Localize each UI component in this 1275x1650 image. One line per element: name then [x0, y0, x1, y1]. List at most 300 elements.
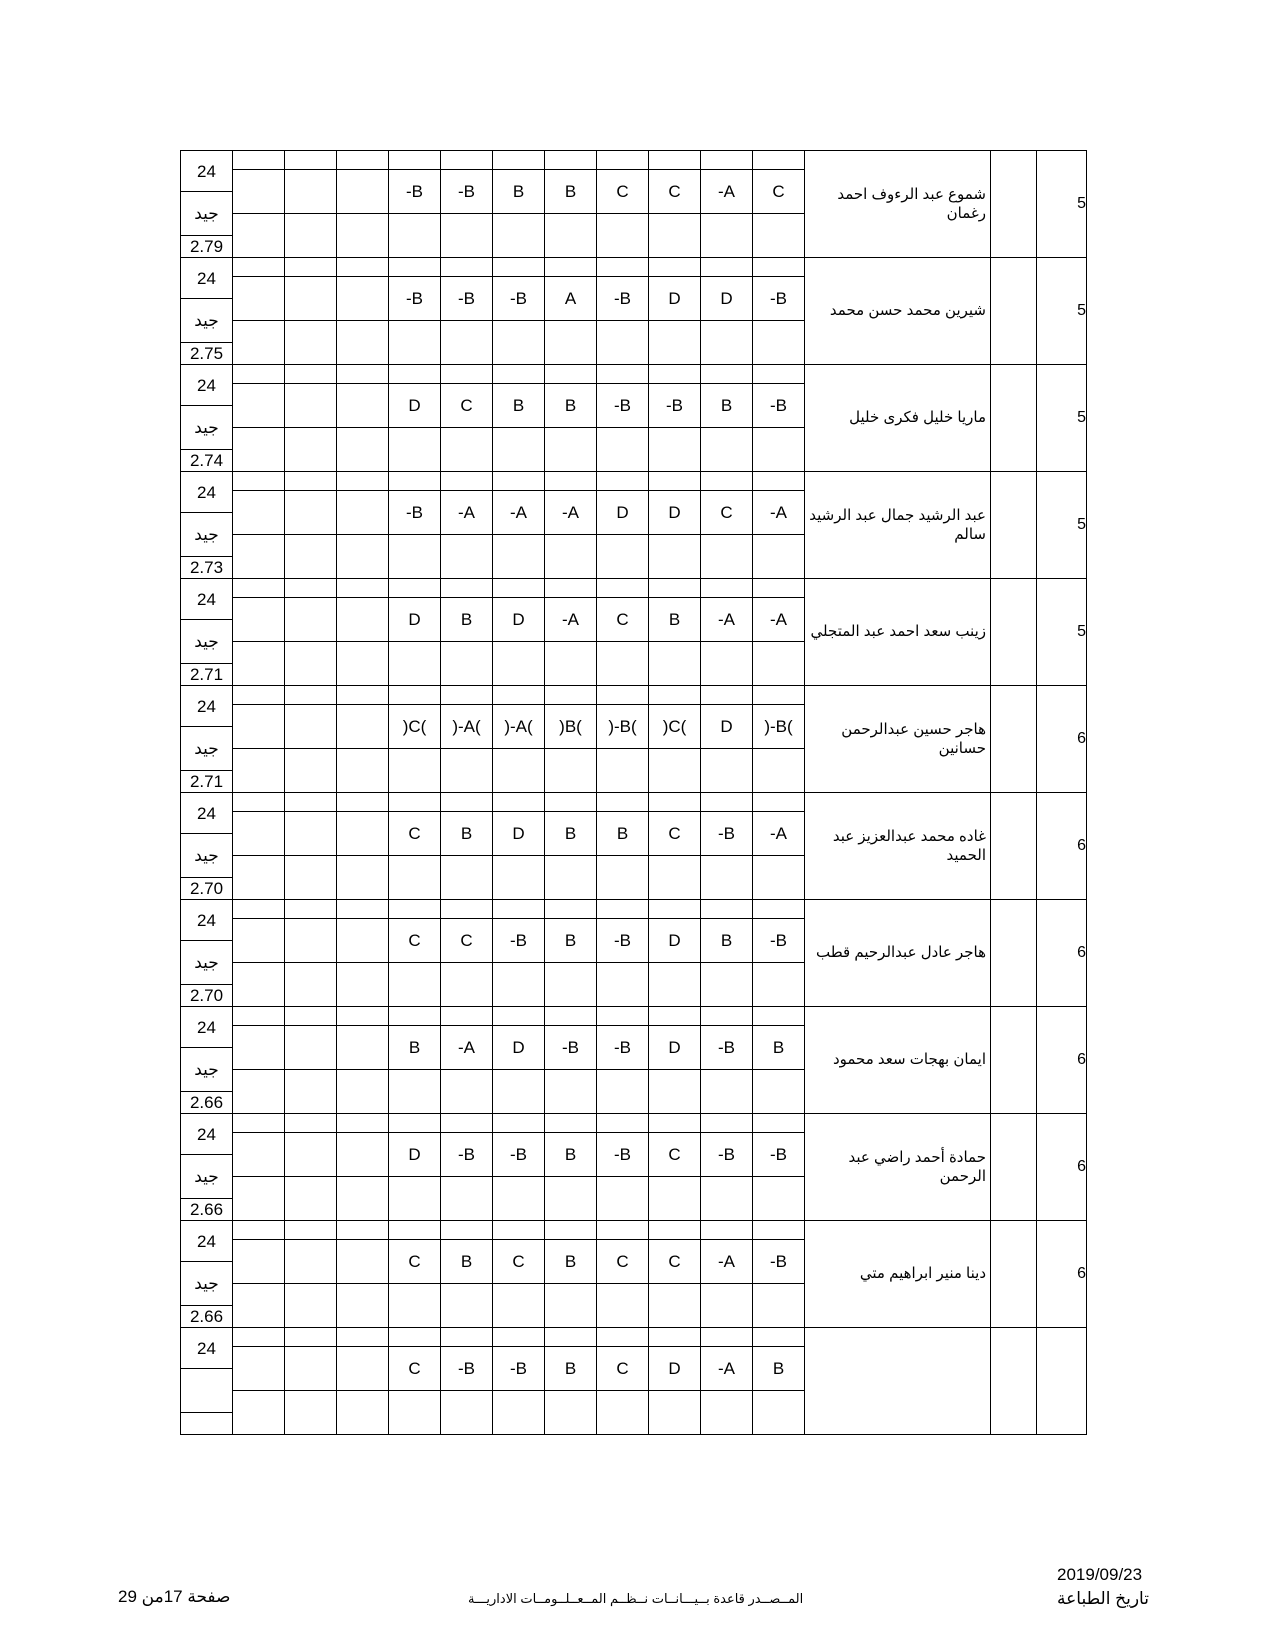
empty-cell — [753, 258, 805, 277]
empty-cell — [441, 321, 493, 365]
empty-cell — [753, 1221, 805, 1240]
empty-cell — [701, 321, 753, 365]
empty-cell — [649, 1114, 701, 1133]
empty-cell — [285, 749, 337, 793]
empty-cell — [545, 900, 597, 919]
empty-cell — [649, 258, 701, 277]
empty-cell — [753, 749, 805, 793]
empty-cell — [285, 686, 337, 705]
empty-cell — [753, 963, 805, 1007]
empty-cell — [337, 321, 389, 365]
empty-cell — [233, 1177, 285, 1221]
empty-cell — [753, 535, 805, 579]
grade-cell: -A — [441, 491, 493, 535]
empty-cell — [285, 365, 337, 384]
rating-cell: جيد — [181, 834, 233, 878]
empty-cell — [233, 491, 285, 535]
empty-cell — [649, 749, 701, 793]
empty-cell — [389, 1114, 441, 1133]
grade-cell: -B — [441, 170, 493, 214]
empty-cell — [337, 170, 389, 214]
grade-cell: D — [649, 919, 701, 963]
grade-cell: -B — [701, 1026, 753, 1070]
empty-cell — [545, 856, 597, 900]
grade-cell: B — [389, 1026, 441, 1070]
empty-cell — [233, 686, 285, 705]
empty-cell — [285, 1133, 337, 1177]
rating-cell: جيد — [181, 620, 233, 664]
empty-cell — [233, 321, 285, 365]
score-cell: 24 — [181, 1328, 233, 1369]
empty-cell — [285, 491, 337, 535]
empty-cell — [545, 321, 597, 365]
empty-cell — [337, 749, 389, 793]
empty-cell — [991, 472, 1037, 579]
grade-cell: D — [389, 1133, 441, 1177]
empty-cell — [649, 579, 701, 598]
student-name: شيرين محمد حسن محمد — [805, 258, 991, 365]
grade-cell: C — [649, 812, 701, 856]
empty-cell — [285, 170, 337, 214]
empty-cell — [493, 1070, 545, 1114]
empty-cell — [493, 856, 545, 900]
sequence-number: 6 — [1037, 900, 1087, 1007]
table-row — [181, 793, 1087, 812]
grade-cell: -B — [441, 1133, 493, 1177]
empty-cell — [493, 1221, 545, 1240]
student-name: عبد الرشيد جمال عبد الرشيد سالم — [805, 472, 991, 579]
empty-cell — [337, 642, 389, 686]
grade-cell: -B — [545, 1026, 597, 1070]
empty-cell — [991, 1221, 1037, 1328]
grade-cell: B — [753, 1347, 805, 1391]
rating-cell: جيد — [181, 299, 233, 343]
empty-cell — [545, 642, 597, 686]
empty-cell — [701, 1328, 753, 1347]
empty-cell — [545, 214, 597, 258]
grade-cell: D — [493, 1026, 545, 1070]
empty-cell — [493, 1284, 545, 1328]
empty-cell — [285, 1240, 337, 1284]
empty-cell — [493, 321, 545, 365]
empty-cell — [441, 258, 493, 277]
grade-cell: -B — [493, 919, 545, 963]
empty-cell — [753, 793, 805, 812]
table-row — [181, 1114, 1087, 1133]
empty-cell — [597, 579, 649, 598]
empty-cell — [701, 1114, 753, 1133]
rating-cell: جيد — [181, 513, 233, 557]
empty-cell — [753, 321, 805, 365]
empty-cell — [545, 749, 597, 793]
grade-cell: C — [389, 1240, 441, 1284]
empty-cell — [285, 812, 337, 856]
empty-cell — [389, 856, 441, 900]
grade-cell: -B — [597, 384, 649, 428]
empty-cell — [991, 365, 1037, 472]
grade-cell: )-A( — [441, 705, 493, 749]
empty-cell — [233, 812, 285, 856]
grade-cell: B — [753, 1026, 805, 1070]
empty-cell — [493, 1391, 545, 1435]
empty-cell — [701, 472, 753, 491]
grade-cell: C — [753, 170, 805, 214]
empty-cell — [233, 214, 285, 258]
gpa-cell: 2.74 — [181, 450, 233, 472]
empty-cell — [701, 900, 753, 919]
empty-cell — [389, 579, 441, 598]
empty-cell — [753, 1007, 805, 1026]
grade-cell: -B — [493, 1133, 545, 1177]
grade-cell: D — [597, 491, 649, 535]
grade-cell: B — [493, 170, 545, 214]
empty-cell — [701, 686, 753, 705]
empty-cell — [337, 793, 389, 812]
empty-cell — [649, 1391, 701, 1435]
sequence-number: 6 — [1037, 686, 1087, 793]
empty-cell — [233, 535, 285, 579]
empty-cell — [285, 277, 337, 321]
empty-cell — [701, 535, 753, 579]
empty-cell — [337, 1240, 389, 1284]
empty-cell — [753, 428, 805, 472]
empty-cell — [389, 1177, 441, 1221]
grade-cell: B — [701, 384, 753, 428]
rating-cell: جيد — [181, 406, 233, 450]
empty-cell — [233, 365, 285, 384]
empty-cell — [753, 1177, 805, 1221]
student-name: زينب سعد احمد عبد المتجلي — [805, 579, 991, 686]
grade-cell: B — [545, 1240, 597, 1284]
empty-cell — [285, 598, 337, 642]
print-date-label: تاريخ الطباعة — [1057, 1589, 1149, 1608]
grade-cell: )C( — [389, 705, 441, 749]
empty-cell — [545, 1070, 597, 1114]
empty-cell — [545, 1007, 597, 1026]
grade-cell: B — [649, 598, 701, 642]
empty-cell — [649, 793, 701, 812]
table-row — [181, 1007, 1087, 1026]
empty-cell — [441, 1391, 493, 1435]
empty-cell — [493, 535, 545, 579]
empty-cell — [389, 214, 441, 258]
grade-cell: C — [701, 491, 753, 535]
grade-cell: B — [545, 1347, 597, 1391]
grade-cell: B — [545, 812, 597, 856]
empty-cell — [493, 579, 545, 598]
grade-cell: C — [389, 919, 441, 963]
empty-cell — [233, 384, 285, 428]
empty-cell — [701, 793, 753, 812]
empty-cell — [285, 428, 337, 472]
grade-cell: D — [649, 1347, 701, 1391]
grade-cell: -B — [753, 277, 805, 321]
empty-cell — [285, 1026, 337, 1070]
grade-cell: )-A( — [493, 705, 545, 749]
empty-cell — [545, 1284, 597, 1328]
sequence-number: 5 — [1037, 365, 1087, 472]
empty-cell — [285, 1114, 337, 1133]
empty-cell — [337, 1284, 389, 1328]
empty-cell — [649, 151, 701, 170]
empty-cell — [701, 749, 753, 793]
sequence-number: 6 — [1037, 1114, 1087, 1221]
empty-cell — [285, 705, 337, 749]
empty-cell — [991, 1114, 1037, 1221]
empty-cell — [389, 963, 441, 1007]
grade-cell: -B — [441, 1347, 493, 1391]
empty-cell — [233, 642, 285, 686]
empty-cell — [441, 472, 493, 491]
empty-cell — [337, 1347, 389, 1391]
rating-cell: جيد — [181, 192, 233, 236]
empty-cell — [597, 214, 649, 258]
score-cell: 24 — [181, 1114, 233, 1155]
grade-cell: C — [649, 1240, 701, 1284]
empty-cell — [233, 1133, 285, 1177]
grade-cell: D — [649, 1026, 701, 1070]
empty-cell — [597, 1391, 649, 1435]
empty-cell — [493, 1007, 545, 1026]
grade-cell: )-B( — [753, 705, 805, 749]
gpa-cell: 2.70 — [181, 985, 233, 1007]
empty-cell — [597, 856, 649, 900]
empty-cell — [649, 535, 701, 579]
empty-cell — [337, 1070, 389, 1114]
rating-cell — [181, 1369, 233, 1413]
empty-cell — [337, 579, 389, 598]
grade-cell: C — [597, 1347, 649, 1391]
empty-cell — [389, 1328, 441, 1347]
empty-cell — [753, 579, 805, 598]
empty-cell — [597, 1070, 649, 1114]
empty-cell — [233, 705, 285, 749]
table-row — [181, 900, 1087, 919]
empty-cell — [389, 642, 441, 686]
empty-cell — [753, 1328, 805, 1347]
empty-cell — [701, 642, 753, 686]
empty-cell — [545, 1114, 597, 1133]
empty-cell — [337, 491, 389, 535]
score-cell: 24 — [181, 900, 233, 941]
empty-cell — [753, 856, 805, 900]
empty-cell — [285, 151, 337, 170]
empty-cell — [285, 900, 337, 919]
empty-cell — [753, 214, 805, 258]
gpa-cell — [181, 1413, 233, 1435]
grade-cell: -B — [389, 491, 441, 535]
empty-cell — [441, 1284, 493, 1328]
empty-cell — [753, 1284, 805, 1328]
grade-cell: D — [701, 705, 753, 749]
empty-cell — [233, 258, 285, 277]
empty-cell — [441, 963, 493, 1007]
empty-cell — [991, 900, 1037, 1007]
empty-cell — [701, 856, 753, 900]
empty-cell — [441, 1114, 493, 1133]
grade-cell: B — [545, 384, 597, 428]
empty-cell — [441, 793, 493, 812]
empty-cell — [441, 749, 493, 793]
empty-cell — [493, 749, 545, 793]
empty-cell — [545, 535, 597, 579]
empty-cell — [389, 151, 441, 170]
empty-cell — [753, 1391, 805, 1435]
student-name: هاجر عادل عبدالرحيم قطب — [805, 900, 991, 1007]
empty-cell — [991, 686, 1037, 793]
grade-cell: C — [597, 170, 649, 214]
grade-cell: -A — [701, 1347, 753, 1391]
grade-cell: -B — [753, 1240, 805, 1284]
empty-cell — [285, 472, 337, 491]
grade-cell: B — [545, 170, 597, 214]
empty-cell — [389, 428, 441, 472]
gpa-cell: 2.75 — [181, 343, 233, 365]
empty-cell — [233, 919, 285, 963]
gpa-cell: 2.70 — [181, 878, 233, 900]
empty-cell — [493, 151, 545, 170]
empty-cell — [493, 900, 545, 919]
empty-cell — [649, 963, 701, 1007]
grade-cell: -A — [701, 598, 753, 642]
empty-cell — [545, 151, 597, 170]
empty-cell — [441, 535, 493, 579]
empty-cell — [337, 151, 389, 170]
empty-cell — [545, 1177, 597, 1221]
empty-cell — [285, 535, 337, 579]
empty-cell — [233, 900, 285, 919]
sequence-number: 6 — [1037, 1221, 1087, 1328]
grade-cell: )B( — [545, 705, 597, 749]
grade-cell: -B — [701, 1133, 753, 1177]
rating-cell: جيد — [181, 941, 233, 985]
table-row — [181, 686, 1087, 705]
grade-cell: -B — [597, 277, 649, 321]
grade-cell: -A — [545, 598, 597, 642]
grade-cell: -B — [389, 277, 441, 321]
empty-cell — [597, 749, 649, 793]
empty-cell — [285, 1284, 337, 1328]
empty-cell — [701, 258, 753, 277]
empty-cell — [233, 963, 285, 1007]
empty-cell — [701, 1391, 753, 1435]
empty-cell — [753, 365, 805, 384]
empty-cell — [337, 535, 389, 579]
grade-cell: D — [493, 812, 545, 856]
empty-cell — [441, 1007, 493, 1026]
empty-cell — [233, 1347, 285, 1391]
empty-cell — [701, 963, 753, 1007]
grade-cell: B — [597, 812, 649, 856]
empty-cell — [233, 1391, 285, 1435]
grade-cell: )-B( — [597, 705, 649, 749]
empty-cell — [285, 321, 337, 365]
sequence-number: 6 — [1037, 1007, 1087, 1114]
grade-cell: -A — [753, 812, 805, 856]
empty-cell — [545, 793, 597, 812]
empty-cell — [441, 856, 493, 900]
empty-cell — [441, 214, 493, 258]
empty-cell — [285, 1221, 337, 1240]
grade-cell: -B — [389, 170, 441, 214]
empty-cell — [233, 1328, 285, 1347]
grade-cell: B — [493, 384, 545, 428]
empty-cell — [753, 1114, 805, 1133]
empty-cell — [597, 1114, 649, 1133]
grade-cell: C — [649, 170, 701, 214]
grade-cell: -B — [597, 1133, 649, 1177]
grade-cell: -A — [493, 491, 545, 535]
empty-cell — [597, 535, 649, 579]
score-cell: 24 — [181, 151, 233, 192]
grade-cell: C — [389, 1347, 441, 1391]
grade-cell: -B — [493, 277, 545, 321]
rating-cell: جيد — [181, 1155, 233, 1199]
grade-cell: -B — [493, 1347, 545, 1391]
empty-cell — [545, 963, 597, 1007]
empty-cell — [493, 686, 545, 705]
grade-cell: C — [597, 598, 649, 642]
empty-cell — [545, 1221, 597, 1240]
rating-cell: جيد — [181, 727, 233, 771]
rating-cell: جيد — [181, 1262, 233, 1306]
empty-cell — [233, 428, 285, 472]
empty-cell — [649, 214, 701, 258]
empty-cell — [389, 365, 441, 384]
empty-cell — [493, 258, 545, 277]
empty-cell — [991, 1328, 1037, 1435]
empty-cell — [493, 1114, 545, 1133]
empty-cell — [441, 1221, 493, 1240]
empty-cell — [441, 365, 493, 384]
table-row — [181, 579, 1087, 598]
grade-cell: C — [389, 812, 441, 856]
empty-cell — [337, 812, 389, 856]
empty-cell — [285, 1391, 337, 1435]
print-date: 2019/09/23 — [1057, 1565, 1143, 1584]
empty-cell — [337, 1328, 389, 1347]
sequence-number: 5 — [1037, 472, 1087, 579]
empty-cell — [597, 793, 649, 812]
empty-cell — [389, 686, 441, 705]
gpa-cell: 2.66 — [181, 1092, 233, 1114]
empty-cell — [337, 598, 389, 642]
empty-cell — [285, 1007, 337, 1026]
empty-cell — [233, 598, 285, 642]
empty-cell — [389, 900, 441, 919]
grade-cell: C — [441, 384, 493, 428]
grade-cell: D — [389, 384, 441, 428]
empty-cell — [285, 856, 337, 900]
empty-cell — [441, 1177, 493, 1221]
grade-cell: -B — [701, 812, 753, 856]
empty-cell — [649, 856, 701, 900]
empty-cell — [441, 900, 493, 919]
empty-cell — [597, 428, 649, 472]
sequence-number: 6 — [1037, 793, 1087, 900]
empty-cell — [389, 749, 441, 793]
empty-cell — [991, 579, 1037, 686]
grade-cell: -A — [701, 170, 753, 214]
empty-cell — [389, 1391, 441, 1435]
empty-cell — [337, 1221, 389, 1240]
empty-cell — [493, 963, 545, 1007]
score-cell: 24 — [181, 1221, 233, 1262]
table-row — [181, 151, 1087, 170]
empty-cell — [545, 1391, 597, 1435]
empty-cell — [389, 1007, 441, 1026]
empty-cell — [701, 1070, 753, 1114]
